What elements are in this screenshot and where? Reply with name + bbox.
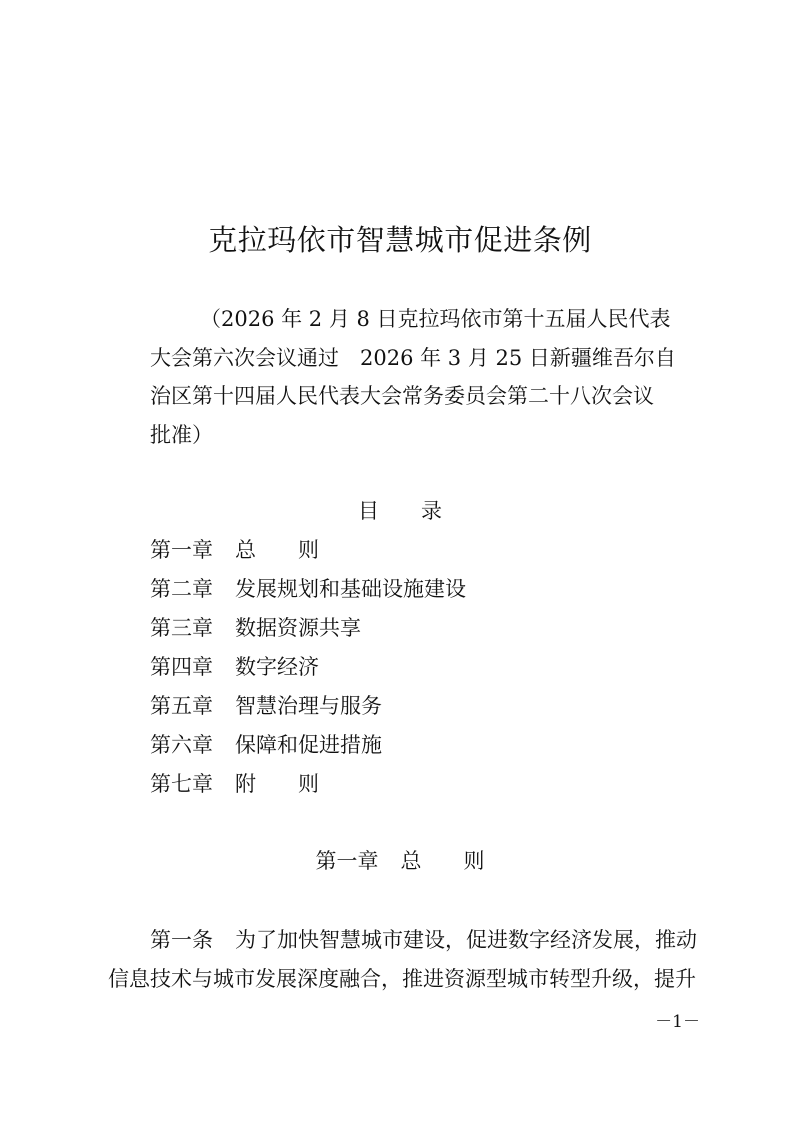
toc-item-title: 保障和促进措施	[235, 733, 382, 757]
article-1	[108, 921, 708, 999]
toc-item-1	[150, 531, 670, 570]
toc-item-chapter: 第一章	[150, 538, 213, 562]
toc-item-3	[150, 609, 670, 648]
chapter-heading-number: 第一章	[315, 849, 379, 873]
toc-item-chapter: 第七章	[150, 772, 213, 796]
document-title: 克拉玛依市智慧城市促进条例	[208, 223, 592, 257]
toc-heading-char-2: 录	[421, 499, 442, 523]
preamble	[150, 300, 676, 454]
article-1-line-1	[108, 921, 708, 960]
toc-item-2	[150, 570, 670, 609]
toc-item-title: 总 则	[235, 538, 319, 562]
toc-heading	[0, 494, 800, 528]
toc-item-6	[150, 726, 670, 765]
toc-item-title: 数字经济	[235, 655, 319, 679]
article-text: 为了加快智慧城市建设，促进数字经济发展，推动	[235, 928, 697, 952]
toc-item-chapter: 第六章	[150, 733, 213, 757]
toc-item-5	[150, 687, 670, 726]
toc-item-title: 发展规划和基础设施建设	[235, 577, 466, 601]
preamble-line-1: （2026 年 2 月 8 日克拉玛依市第十五届人民代表	[200, 307, 671, 331]
toc-item-chapter: 第三章	[150, 616, 213, 640]
chapter-heading	[0, 843, 800, 879]
preamble-line-3: 治区第十四届人民代表大会常务委员会第二十八次会议	[150, 384, 654, 408]
article-number: 第一条	[150, 928, 213, 952]
toc-item-title: 数据资源共享	[235, 616, 361, 640]
toc-item-4	[150, 648, 670, 687]
toc-item-chapter: 第四章	[150, 655, 213, 679]
toc-item-title: 附 则	[235, 772, 319, 796]
chapter-heading-title: 总 则	[400, 849, 485, 873]
toc-item-7	[150, 765, 670, 804]
preamble-line-4: 批准）	[150, 422, 213, 447]
toc-item-title: 智慧治理与服务	[235, 694, 382, 718]
toc-item-chapter: 第二章	[150, 577, 213, 601]
toc-heading-char-1: 目	[358, 499, 379, 523]
toc-item-chapter: 第五章	[150, 694, 213, 718]
table-of-contents	[150, 531, 670, 804]
page-number: －1－	[655, 1012, 700, 1032]
preamble-line-2: 大会第六次会议通过 2026 年 3 月 25 日新疆维吾尔自	[150, 345, 676, 370]
article-1-line-2: 信息技术与城市发展深度融合，推进资源型城市转型升级，提升	[108, 967, 696, 991]
